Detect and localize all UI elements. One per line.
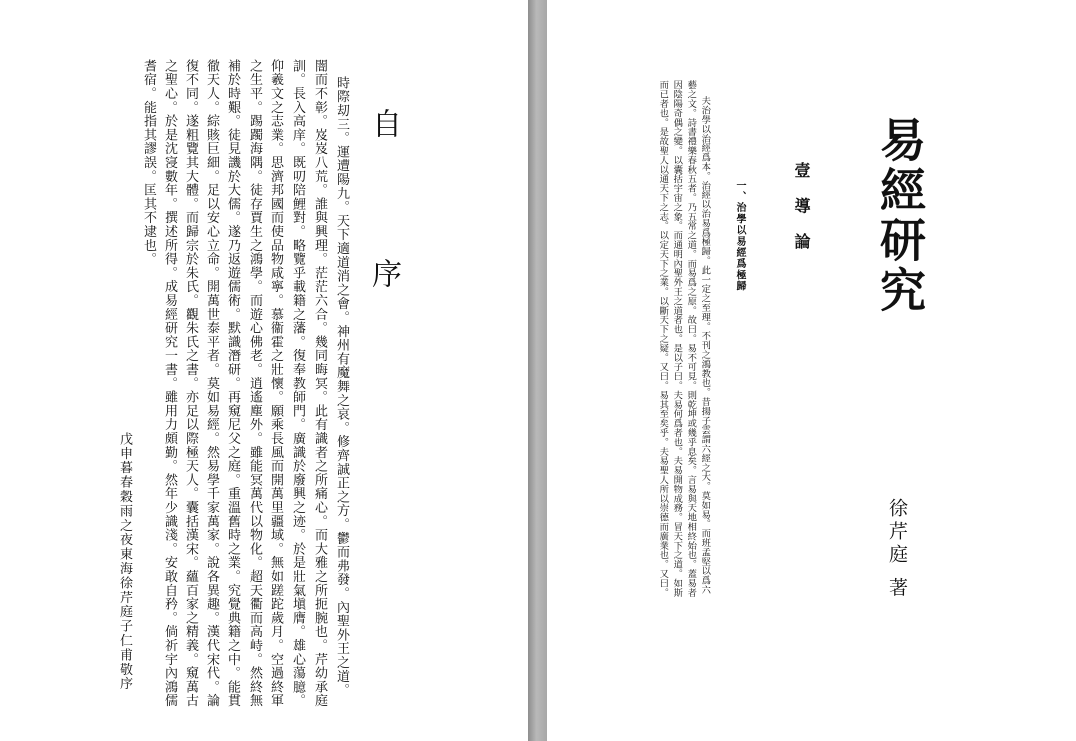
preface-text-column: 訓。長入高庠。既叨陪鯉對。略覽乎載籍之藩。復奉教師門。廣識於廢興之迹。於是壯氣塡膺。雄心蕩臆。 [290, 59, 305, 708]
book-gutter [528, 0, 547, 741]
preface-signature: 戊申暮春穀雨之夜東海徐芹庭子仁甫敬序 [117, 432, 132, 692]
author-name: 徐芹庭 著 [886, 498, 908, 601]
preface-text-column: 之生平。踢躅海隅。徒存賈生之鴻學。而遊心佛老。逍遙塵外。雖能冥萬代以物化。超天衢而高峙。然終無 [247, 59, 262, 708]
intro-text-column: 而已者也。是故聖人以通天下之志。以定天下之業。以斷天下之疑。又曰。易其至矣乎。夫易聖人所以崇德而廣業也。又曰。 [657, 80, 669, 597]
preface-title-char-2: 序 [366, 258, 401, 288]
intro-text-column: 因陰陽奇偶之變。以囊括宇宙之象。而通明內聖外王之道者也。是以子曰。夫易何爲者也。夫易開物成務。冒天下之道。如斯 [671, 80, 683, 597]
book-title: 易經研究 [873, 116, 927, 316]
preface-title-char-1: 自 [366, 108, 401, 138]
preface-text-column: 闇而不彰。岌岌八荒。誰與興理。茫茫六合。幾同晦冥。此有識者之所痛心。而大雅之所扼腕也。芹幼承庭 [312, 59, 327, 708]
preface-text-column: 耆宿。能指其謬誤。匡其不逮也。 [141, 59, 156, 266]
section-heading: 一、治學以易經爲極歸 [734, 180, 745, 292]
preface-text-column: 時際刧三。運遭陽九。天下適道消之會。神州有魔舞之哀。修齊誠正之方。鬱而弗發。內聖外王之道。 [334, 76, 349, 697]
intro-text-column: 夫治學以治經爲本。治經以治易爲極歸。此一定之至理。不刊之鴻教也。昔揚子雲謂六經之大。莫如易。而班孟堅以爲六 [699, 96, 711, 595]
preface-text-column: 仰羲文之志業。思濟邦國而使品物咸寧。慕衞霍之壯懷。願乘長風而開萬里疆域。無如蹉跎歲月。空過終軍 [268, 59, 283, 708]
preface-text-column: 復不同。遂粗覽其大體。而歸宗於朱氏。觀朱氏之書。亦足以際極天人。囊括漢宋。蘊百家之精義。窺萬古 [183, 59, 198, 708]
preface-text-column: 徹天人。綜賅巨細。足以安心立命。開萬世泰平者。莫如易經。然易學千家萬家。說各異趣。漢代宋代。論 [204, 59, 219, 708]
intro-text-column: 藝之文。詩書禮樂春秋五者。乃五常之道。而易爲之原。故曰。易不可見。則乾坤或幾乎息矣。言易與天地相終始也。蓋易者 [685, 80, 697, 597]
left-page-preface [0, 0, 528, 741]
preface-text-column: 之聖心。於是沈寖數年。撰述所得。成易經研究一書。雖用力頗勤。然年少識淺。安敢自矜。倘祈宇內鴻儒 [162, 59, 177, 708]
right-page-introduction [547, 0, 1076, 741]
chapter-heading: 壹 導 論 [792, 162, 811, 257]
preface-text-column: 補於時艱。徒見譏於大儒。遂乃返遊儒術。默識潛研。再窺尼父之庭。重溫舊時之業。究覺典籍之中。能貫 [225, 59, 240, 708]
